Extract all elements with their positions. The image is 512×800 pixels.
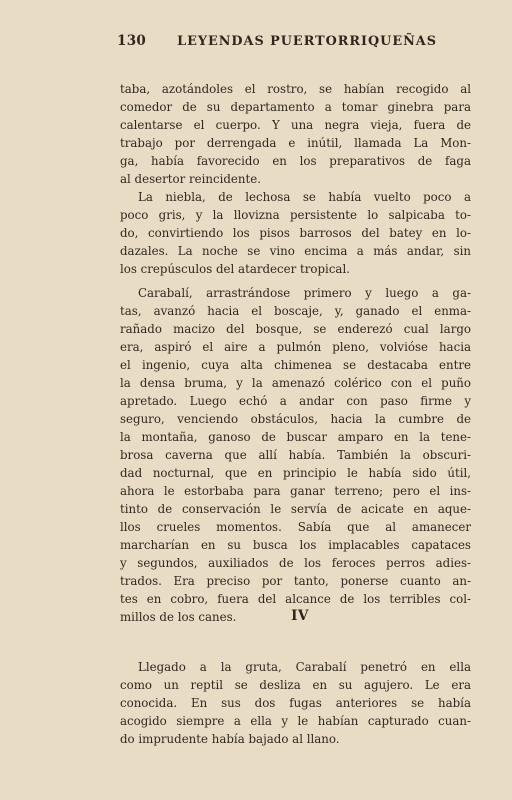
text-line: conocida. En sus dos fugas anteriores se había (120, 696, 471, 710)
text-line: do imprudente había bajado al llano. (120, 732, 340, 746)
text-line: la montaña, ganoso de buscar amparo en la tene- (120, 430, 471, 444)
text-line: tinto de conservación le servía de acicate en aque- (120, 502, 471, 516)
text-line: marcharían en su busca los implacables capataces (120, 538, 471, 552)
text-line: tes en cobro, fuera del alcance de los terribles col- (120, 592, 471, 606)
running-head: LEYENDAS PUERTORRIQUEÑAS (177, 34, 437, 49)
text-line: apretado. Luego echó a andar con paso firme y (120, 394, 471, 408)
text-line: brosa caverna que allí había. También la obscuri- (120, 448, 471, 462)
text-line: acogido siempre a ella y le habían capturado cuan- (120, 714, 471, 728)
text-line: dad nocturnal, que en principio le había sido útil, (120, 466, 471, 480)
text-line: La niebla, de lechosa se había vuelto poco a (138, 190, 471, 204)
text-line: dazales. La noche se vino encima a más andar, sin (120, 244, 471, 258)
text-line: trabajo por derrengada e inútil, llamada La Mon- (120, 136, 471, 150)
text-line: comedor de su departamento a tomar ginebra para (120, 100, 471, 114)
text-line: los crepúsculos del atardecer tropical. (120, 262, 350, 276)
text-line: la densa bruma, y la amenazó colérico con el puño (120, 376, 471, 390)
text-line: y segundos, auxiliados de los feroces perros adies- (120, 556, 471, 570)
text-line: seguro, venciendo obstáculos, hacia la cumbre de (120, 412, 471, 426)
text-line: do, convirtiendo los pisos barrosos del batey en lo- (120, 226, 471, 240)
text-line: rañado macizo del bosque, se enderezó cual largo (120, 322, 471, 336)
text-line: era, aspiró el aire a pulmón pleno, volvióse hacia (120, 340, 471, 354)
page-header (117, 33, 471, 57)
text-line: taba, azotándoles el rostro, se habían recogido al (120, 82, 471, 96)
text-line: poco gris, y la llovizna persistente lo salpicaba to- (120, 208, 471, 222)
chapter-number: IV (291, 608, 309, 624)
text-line: el ingenio, cuya alta chimenea se destacaba entre (120, 358, 471, 372)
text-line: llos crueles momentos. Sabía que al amanecer (120, 520, 471, 534)
text-line: calentarse el cuerpo. Y una negra vieja, fuera de (120, 118, 471, 132)
text-line: como un reptil se desliza en su agujero. Le era (120, 678, 471, 692)
text-line: tas, avanzó hacia el boscaje, y, ganado el enma- (120, 304, 471, 318)
text-line: Carabalí, arrastrándose primero y luego a ga- (138, 286, 471, 300)
text-line: Llegado a la gruta, Carabalí penetró en ella (138, 660, 471, 674)
text-line: trados. Era preciso por tanto, ponerse cuanto an- (120, 574, 471, 588)
text-line: ga, había favorecido en los preparativos de faga (120, 154, 471, 168)
text-line: millos de los canes. (120, 610, 237, 624)
page-number: 130 (117, 33, 147, 49)
text-line: al desertor reincidente. (120, 172, 261, 186)
text-line: ahora le estorbaba para ganar terreno; pero el ins- (120, 484, 471, 498)
